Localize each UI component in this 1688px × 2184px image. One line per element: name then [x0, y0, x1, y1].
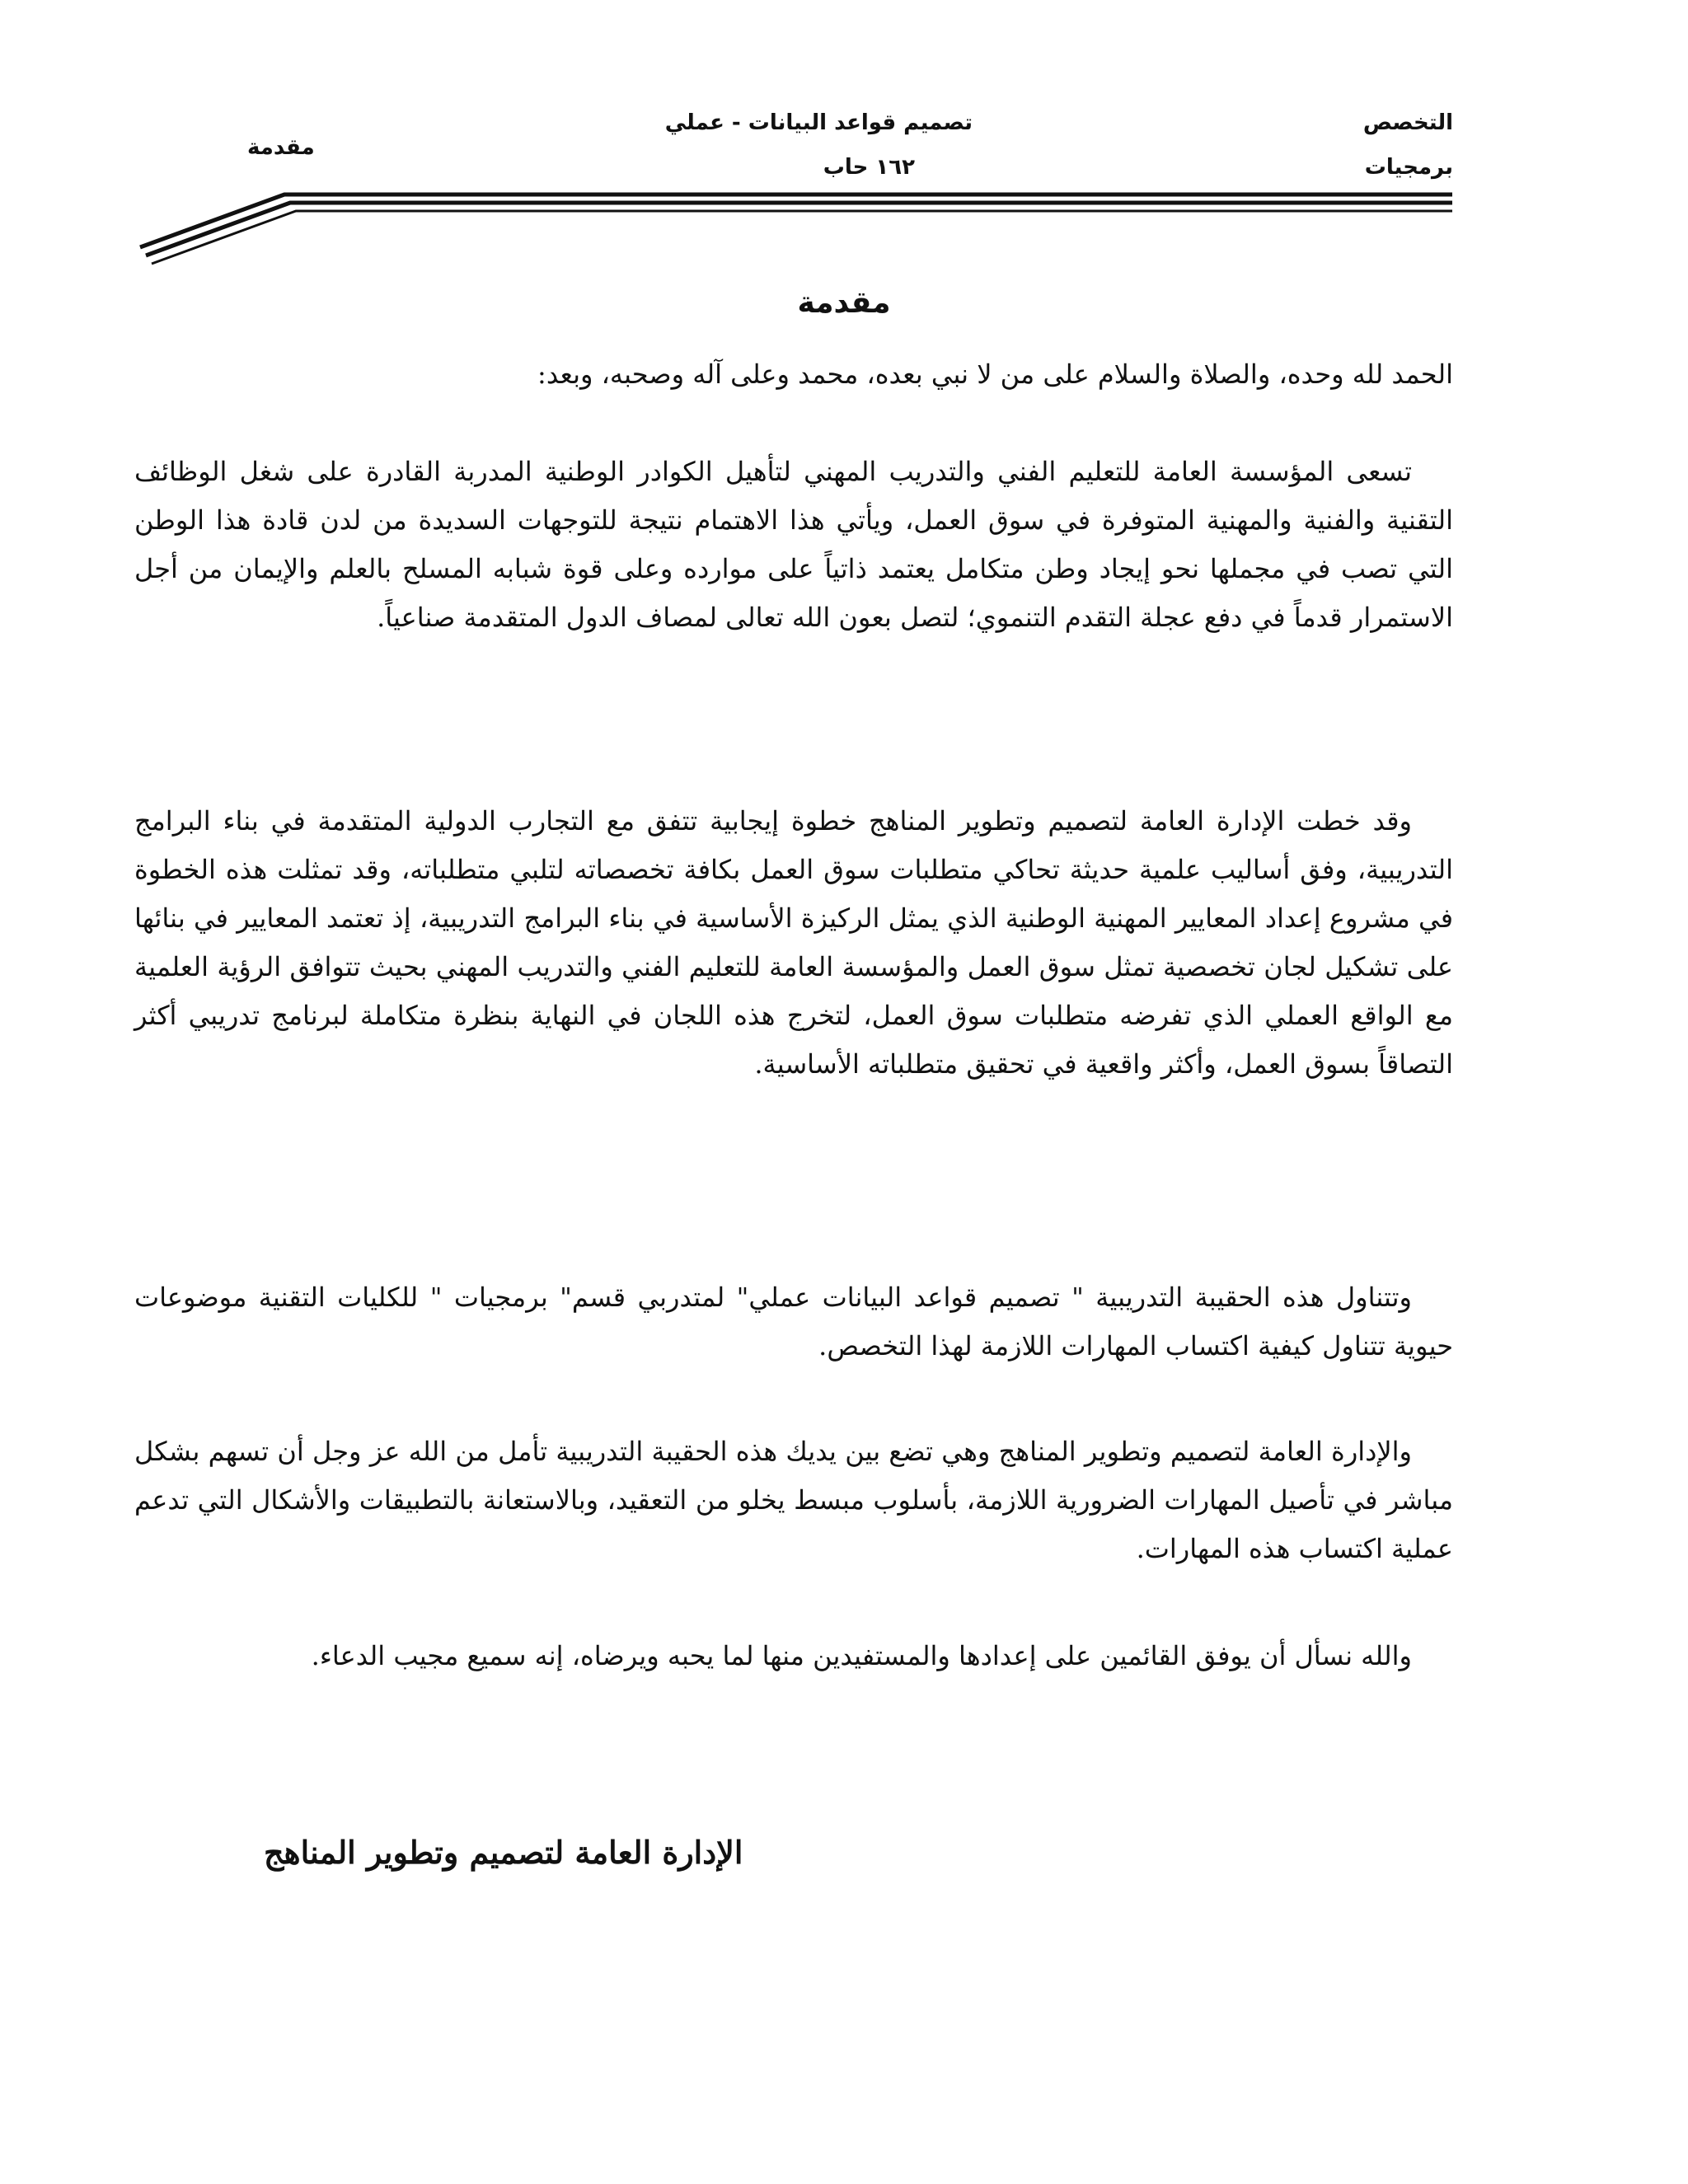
signature: الإدارة العامة لتصميم وتطوير المناهج [264, 1834, 743, 1871]
specialty-label: التخصص [1362, 110, 1453, 135]
specialty-value: برمجيات [1364, 155, 1453, 180]
paragraph: والله نسأل أن يوفق القائمين على إعدادها والمستفيدين منها لما يحبه ويرضاه، إنه سميع مجيب الدعاء. [311, 1640, 1412, 1671]
greeting-text: الحمد لله وحده، والصلاة والسلام على من لا نبي بعده، محمد وعلى آله وصحبه، وبعد: [537, 359, 1453, 390]
page-title: مقدمة [797, 286, 891, 320]
paragraph: تسعى المؤسسة العامة للتعليم الفني والتدريب المهني لتأهيل الكوادر الوطنية المدربة القادرة على شغل الوظائف التقنية والفنية والمهنية المتوفرة في سوق العمل، ويأتي هذا الاهتمام نتيجة للتوجهات السديدة من لدن قادة هذا الوطن التي تصب في مجملها نحو إيجاد وطن متكامل يعتمد ذاتياً على موارده وعلى قوة شبابه المسلح بالعلم والإيمان من أجل الاستمرار قدماً في دفع عجلة التقدم التنموي؛ لتصل بعون الله تعالى لمصاف الدول المتقدمة صناعياً. [134, 456, 1454, 633]
course-title: تصميم قواعد البيانات - عملي [664, 110, 973, 135]
header-rule-thin [152, 211, 1452, 264]
header-rule [0, 0, 1688, 280]
course-code: ١٦٢ حاب [823, 155, 915, 180]
paragraph: وتتناول هذه الحقيبة التدريبية " تصميم قواعد البيانات عملي" لمتدربي قسم" برمجيات " للكليات التقنية موضوعات حيوية تتناول كيفية اكتساب المهارات اللازمة لهذا التخصص. [134, 1282, 1453, 1361]
paragraph: وقد خطت الإدارة العامة لتصميم وتطوير المناهج خطوة إيجابية تتفق مع التجارب الدولية المتقدمة في بناء البرامج التدريبية، وفق أساليب علمية حديثة تحاكي متطلبات سوق العمل بكافة تخصصاته لتلبي متطلباته، وقد تمثلت هذه الخطوة في مشروع إعداد المعايير المهنية الوطنية الذي يمثل الركيزة الأساسية في بناء البرامج التدريبية، إذ تعتمد المعايير في بنائها على تشكيل لجان تخصصية تمثل سوق العمل والمؤسسة العامة للتعليم الفني والتدريب المهني بحيث تتوافق الرؤية العلمية مع الواقع العملي الذي تفرضه متطلبات سوق العمل، لتخرج هذه اللجان في النهاية بنظرة متكاملة لبرنامج تدريبي أكثر التصاقاً بسوق العمل، وأكثر واقعية في تحقيق متطلباته الأساسية. [134, 805, 1453, 1080]
paragraph: والإدارة العامة لتصميم وتطوير المناهج وهي تضع بين يديك هذه الحقيبة التدريبية تأمل من الله عز وجل أن تسهم بشكل مباشر في تأصيل المهارات الضرورية اللازمة، بأسلوب مبسط يخلو من التعقيد، وبالاستعانة بالتطبيقات والأشكال التي تدعم عملية اكتساب هذه المهارات. [134, 1436, 1453, 1564]
section-label: مقدمة [247, 135, 315, 160]
